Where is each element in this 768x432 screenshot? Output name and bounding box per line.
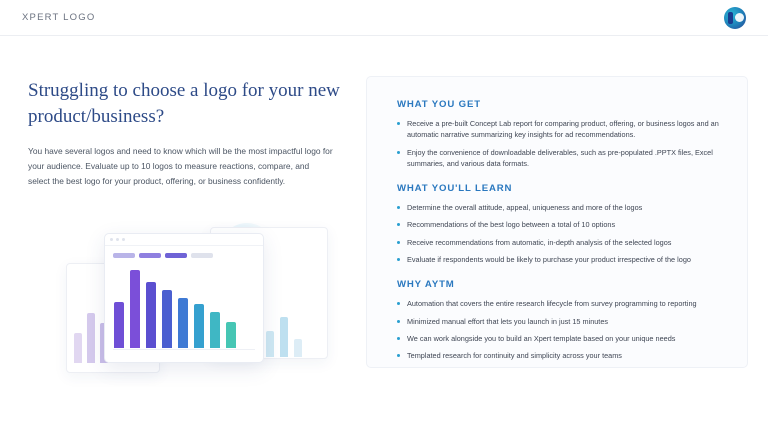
section-list [397, 298, 723, 361]
card-chart-axis [113, 349, 255, 350]
left-column [28, 78, 348, 189]
dashboard-illustration [14, 205, 354, 395]
page-title: Struggling to choose a logo for your new product/business? [28, 80, 340, 128]
illustration-right-bars [266, 301, 302, 357]
section-what-you-get [397, 99, 723, 169]
brand-title: XPERT LOGO [22, 12, 96, 23]
list-item: We can work alongside you to build an Xpert template based on your unique needs [397, 333, 723, 344]
section-title: WHY AYTM [397, 279, 455, 291]
section-why-aytm [397, 279, 723, 361]
page-subcopy: You have several logos and need to know which will be the most impactful logo for your audience. Evaluate up to 10 logos to measure reactions, compare, and select the best logo for your product, offering, or business confidently. [28, 146, 333, 186]
list-item: Enjoy the convenience of downloadable deliverables, such as pre-populated .PPTX files, Excel summaries, and various data formats. [397, 147, 723, 170]
xpert-circle-logo-icon [724, 7, 746, 29]
illustration-main-card [104, 233, 264, 363]
section-title: WHAT YOU'LL LEARN [397, 183, 513, 195]
list-item: Evaluate if respondents would be likely to purchase your product irrespective of the logo [397, 254, 723, 265]
list-item: Automation that covers the entire research lifecycle from survey programming to reporting [397, 298, 723, 309]
card-titlebar [105, 234, 263, 246]
list-item: Receive a pre-built Concept Lab report for comparing product, offering, or business logos and an automatic narrative summarizing key insights for ad recommendations. [397, 118, 723, 141]
card-bar-chart [114, 264, 236, 348]
page-header [0, 0, 768, 36]
list-item: Minimized manual effort that lets you launch in just 15 minutes [397, 316, 723, 327]
list-item: Receive recommendations from automatic, in-depth analysis of the selected logos [397, 237, 723, 248]
section-title: WHAT YOU GET [397, 99, 481, 110]
list-item: Recommendations of the best logo between a total of 10 options [397, 219, 723, 230]
info-panel [366, 76, 748, 368]
list-item: Templated research for continuity and simplicity across your teams [397, 350, 723, 361]
illustration-mini-bars [74, 297, 108, 363]
section-list [397, 202, 723, 265]
card-legend-chips [105, 246, 263, 258]
list-item: Determine the overall attitude, appeal, uniqueness and more of the logos [397, 202, 723, 213]
section-list [397, 118, 723, 169]
section-what-youll-learn [397, 183, 723, 265]
